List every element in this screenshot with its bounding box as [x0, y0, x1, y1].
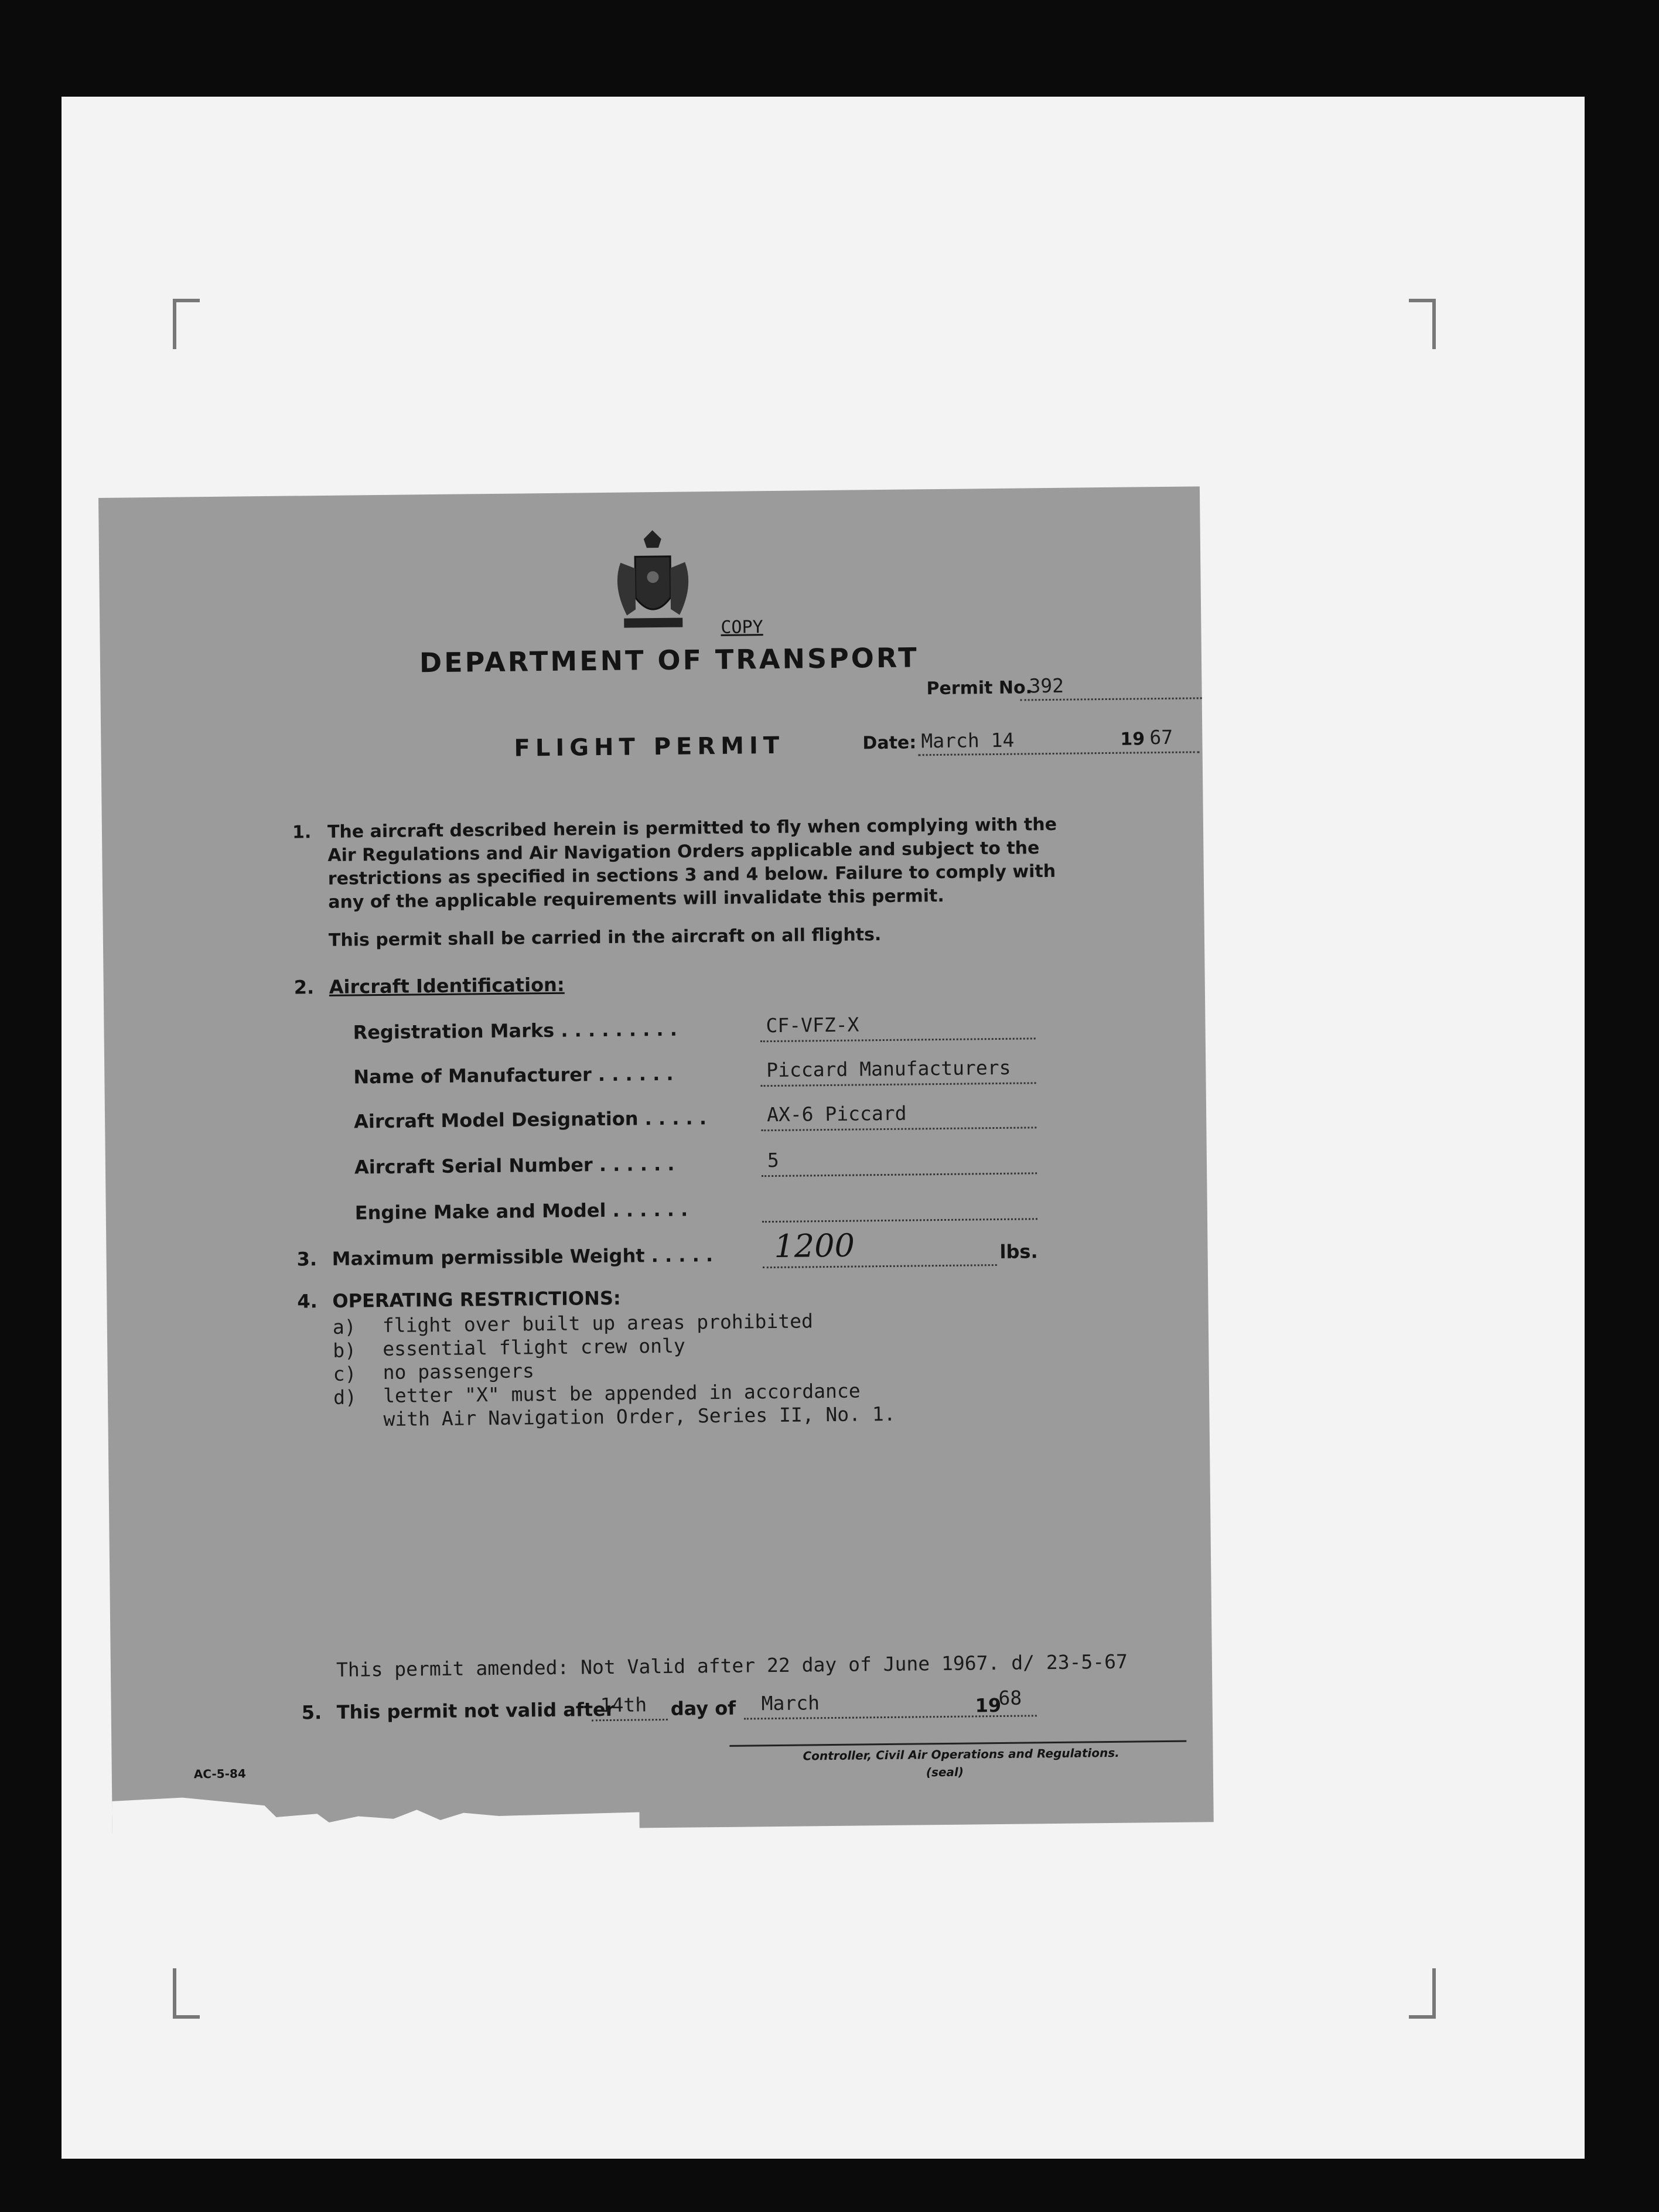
engine-line	[762, 1218, 1037, 1223]
max-weight-value: 1200	[774, 1227, 855, 1265]
date-year-prefix: 19	[1120, 729, 1145, 750]
section-1-line-2: Air Regulations and Air Navigation Orders applicable and subject to the	[327, 838, 1040, 866]
form-title: FLIGHT PERMIT	[514, 732, 785, 762]
copy-stamp: COPY	[721, 617, 763, 638]
restriction-letter: b)	[333, 1339, 357, 1362]
permit-no-value: 392	[1029, 674, 1064, 698]
registration-marks-label: Registration Marks . . . . . . . . .	[353, 1018, 678, 1044]
validity-day: 14th	[600, 1693, 647, 1717]
validity-year-suffix: 68	[998, 1686, 1022, 1710]
validity-year-prefix: 19	[975, 1694, 1002, 1717]
restriction-text: essential flight crew only	[383, 1334, 685, 1360]
crop-mark	[173, 1968, 200, 2019]
signature-seal: (seal)	[926, 1764, 964, 1780]
signature-title: Controller, Civil Air Operations and Regulations.	[803, 1745, 1119, 1763]
section-1-line-1: The aircraft described herein is permitted to fly when complying with the	[327, 814, 1057, 842]
torn-edge	[112, 1772, 640, 1836]
section-5-number: 5.	[301, 1701, 322, 1724]
registration-marks-value: CF-VFZ-X	[766, 1013, 859, 1037]
section-1-number: 1.	[292, 822, 312, 843]
flight-permit-document	[98, 486, 1214, 1834]
department-heading: DEPARTMENT OF TRANSPORT	[419, 641, 919, 679]
serial-number-label: Aircraft Serial Number . . . . . .	[354, 1152, 675, 1179]
validity-month: March	[761, 1691, 820, 1715]
restriction-text: no passengers	[383, 1359, 535, 1384]
section-1-line-4: any of the applicable requirements will invalidate this permit.	[328, 885, 944, 913]
date-label: Date:	[862, 732, 917, 754]
permit-no-label: Permit No.	[926, 677, 1033, 699]
restriction-letter: c)	[333, 1362, 357, 1385]
restriction-text: flight over built up areas prohibited	[382, 1309, 814, 1337]
validity-mid: day of	[670, 1696, 736, 1720]
section-4-heading: OPERATING RESTRICTIONS:	[332, 1286, 621, 1312]
registration-marks-line	[760, 1037, 1036, 1042]
serial-number-value: 5	[767, 1148, 779, 1172]
form-code: AC-5-84	[193, 1766, 246, 1781]
restriction-text: letter "X" must be appended in accordance	[383, 1379, 861, 1407]
section-1-line-3: restrictions as specified in sections 3 and 4 below. Failure to comply with	[327, 861, 1056, 889]
max-weight-unit: lbs.	[999, 1240, 1038, 1263]
manufacturer-value: Piccard Manufacturers	[766, 1056, 1011, 1082]
serial-number-line	[762, 1172, 1037, 1177]
date-value: March 14	[921, 728, 1015, 753]
engine-label: Engine Make and Model . . . . . .	[354, 1198, 688, 1224]
coat-of-arms-icon	[609, 527, 698, 639]
carry-note: This permit shall be carried in the aircraft on all flights.	[328, 924, 882, 951]
permit-no-line	[1020, 697, 1202, 701]
model-designation-label: Aircraft Model Designation . . . . .	[353, 1107, 707, 1133]
validity-day-line	[592, 1719, 668, 1721]
amendment-note: This permit amended: Not Valid after 22 day of June 1967. d/ 23-5-67	[336, 1650, 1128, 1681]
validity-prefix: This permit not valid after	[336, 1698, 615, 1723]
date-year-suffix: 67	[1149, 725, 1173, 749]
section-3-number: 3.	[296, 1248, 318, 1271]
model-designation-value: AX-6 Piccard	[766, 1101, 907, 1127]
section-2-heading: Aircraft Identification:	[329, 973, 565, 998]
restriction-letter: d)	[333, 1385, 357, 1409]
crop-mark	[173, 299, 200, 349]
restriction-text: with Air Navigation Order, Series II, No. 1.	[383, 1402, 896, 1431]
restriction-letter: a)	[332, 1315, 356, 1339]
crop-mark	[1409, 1968, 1436, 2019]
crop-mark	[1409, 299, 1436, 349]
manufacturer-line	[761, 1082, 1036, 1087]
max-weight-label: Maximum permissible Weight . . . . .	[332, 1244, 714, 1270]
manufacturer-label: Name of Manufacturer . . . . . .	[353, 1062, 674, 1088]
max-weight-line	[763, 1264, 997, 1268]
section-2-number: 2.	[293, 976, 315, 999]
model-designation-line	[761, 1127, 1036, 1131]
section-4-number: 4.	[297, 1290, 318, 1313]
